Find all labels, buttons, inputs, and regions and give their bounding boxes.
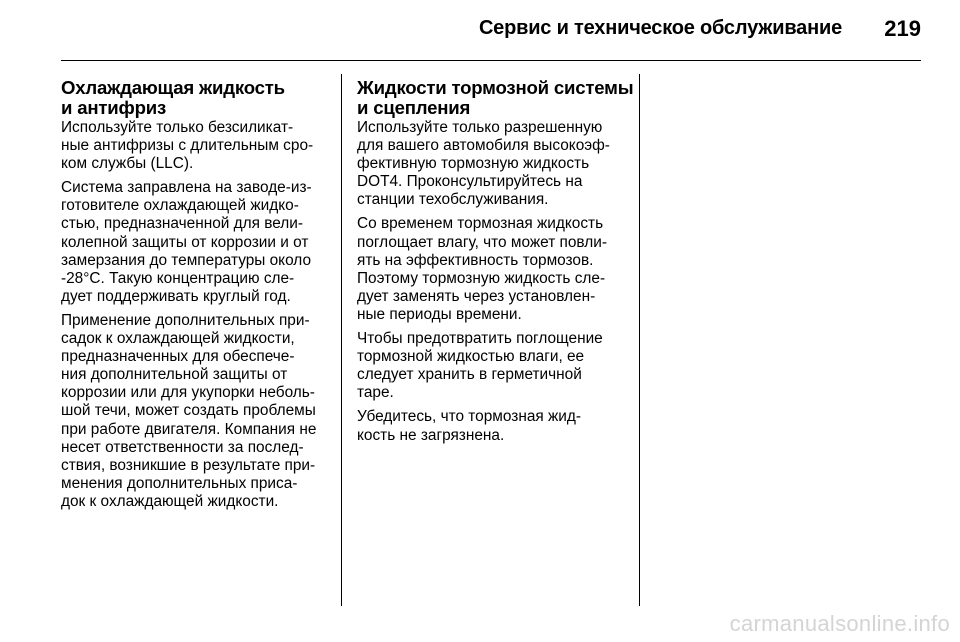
text-line: стью, предназначенной для вели-: [61, 215, 303, 233]
text-line: Чтобы предотвратить поглощение: [357, 330, 603, 348]
brake-paragraph-4: [357, 408, 629, 444]
text-line: Со временем тормозная жидкость: [357, 215, 604, 233]
brake-paragraph-1: [357, 119, 629, 209]
brake-paragraph-2: [357, 215, 629, 324]
title-line: и сцепления: [357, 96, 471, 118]
text-line: садок к охлаждающей жидкости,: [61, 330, 295, 348]
column-divider-right: [639, 74, 640, 606]
text-line: дует заменять через установлен-: [357, 287, 596, 305]
text-line: поглощает влагу, что может повли-: [357, 233, 607, 251]
page-number: 219: [884, 16, 921, 41]
text-line: ния дополнительной защиты от: [61, 366, 288, 384]
title-line: Жидкости тормозной системы: [357, 77, 634, 98]
text-line: Убедитесь, что тормозная жид-: [357, 408, 581, 426]
text-line: кость не загрязнена.: [357, 426, 505, 444]
text-line: колепной защиты от коррозии и от: [61, 233, 309, 251]
text-line: Система заправлена на заводе-из-: [61, 179, 312, 197]
coolant-section: [61, 78, 329, 517]
text-line: коррозии или для укупорки неболь-: [61, 384, 315, 402]
text-line: -28°C. Такую концентрацию сле-: [61, 269, 295, 287]
text-line: док к охлаждающей жидкости.: [61, 492, 279, 510]
coolant-paragraph-3: [61, 312, 329, 511]
text-line: фективную тормозную жидкость: [357, 155, 590, 173]
text-line: Поэтому тормозную жидкость сле-: [357, 269, 606, 287]
brake-paragraph-3: [357, 330, 629, 402]
text-line: станции техобслуживания.: [357, 191, 549, 209]
coolant-section-title: [61, 78, 329, 117]
text-line: ные периоды времени.: [357, 305, 522, 323]
page-header: [0, 0, 960, 62]
text-line: ять на эффективность тормозов.: [357, 251, 594, 269]
coolant-paragraph-1: [61, 119, 329, 173]
text-line: готовителе охлаждающей жидко-: [61, 197, 299, 215]
text-line: следует хранить в герметичной: [357, 366, 582, 384]
text-line: предназначенных для обеспече-: [61, 348, 295, 366]
header-rule: [61, 60, 921, 61]
page-title: Сервис и техническое обслуживание: [478, 17, 842, 39]
text-line: замерзания до температуры около: [61, 251, 312, 269]
text-line: шой течи, может создать проблемы: [61, 402, 316, 420]
coolant-paragraph-2: [61, 179, 329, 306]
text-line: ные антифризы с длительным сро-: [61, 137, 314, 155]
text-line: менения дополнительных приса-: [61, 474, 298, 492]
text-line: Используйте только разрешенную: [357, 119, 603, 136]
title-line: и антифриз: [61, 96, 167, 118]
text-line: несет ответственности за послед-: [61, 438, 304, 456]
text-line: ком службы (LLC).: [61, 155, 194, 173]
text-line: тормозной жидкостью влаги, ее: [357, 348, 585, 366]
text-line: DOT4. Проконсультируйтесь на: [357, 173, 583, 191]
brake-fluid-section-title: [357, 77, 634, 118]
brake-fluid-section: [357, 77, 634, 451]
text-line: для вашего автомобиля высокоэф-: [357, 137, 610, 155]
column-divider-left: [341, 74, 342, 606]
text-line: ствия, возникшие в результате при-: [61, 456, 316, 474]
text-line: Используйте только безсиликат-: [61, 119, 294, 136]
watermark: carmanualsonline.info: [729, 611, 950, 636]
text-line: дует поддерживать круглый год.: [61, 287, 291, 305]
text-line: Применение дополнительных при-: [61, 311, 310, 329]
text-line: таре.: [357, 384, 394, 402]
title-line: Охлаждающая жидкость: [61, 77, 285, 98]
text-line: при работе двигателя. Компания не: [61, 420, 317, 438]
